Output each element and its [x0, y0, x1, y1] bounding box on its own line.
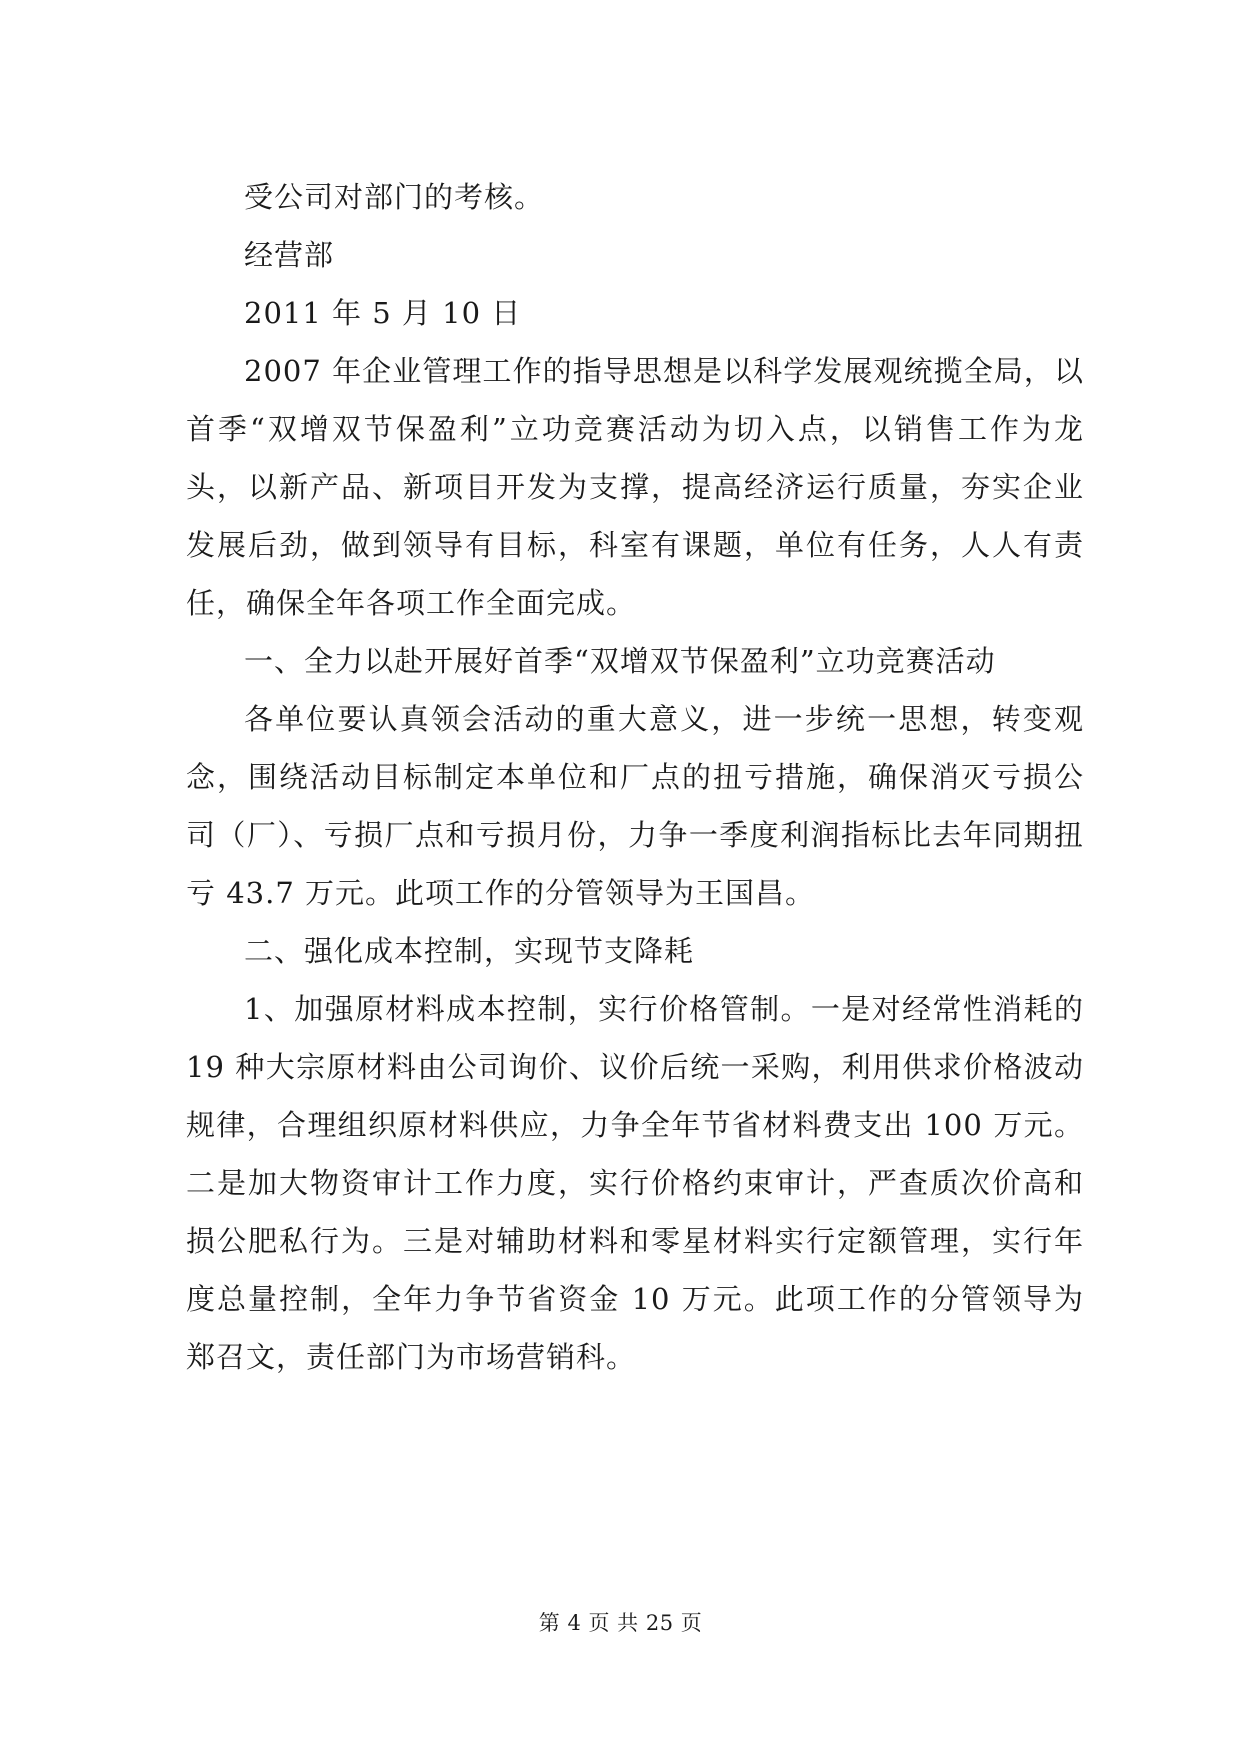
paragraph-closing-line: 受公司对部门的考核。 — [244, 180, 545, 214]
heading-section-two: 二、强化成本控制，实现节支降耗 — [244, 934, 695, 968]
page-number: 第 4 页 共 25 页 — [538, 1611, 703, 1635]
document-body — [186, 168, 1084, 1386]
paragraph-section-one-body: 各单位要认真领会活动的重大意义，进一步统一思想，转变观念，围绕活动目标制定本单位和厂点的扭亏措施，确保消灭亏损公司（厂）、亏损厂点和亏损月份，力争一季度利润指标比去年同期扭亏 43.7 万元。此项工作的分管领导为王国昌。 — [186, 702, 1084, 910]
paragraph-department-signature: 经营部 — [244, 238, 335, 272]
heading-section-one: 一、全力以赴开展好首季“双增双节保盈利”立功竞赛活动 — [244, 644, 996, 678]
paragraph-section-two-item-one: 1、加强原材料成本控制，实行价格管制。一是对经常性消耗的 19 种大宗原材料由公司询价、议价后统一采购，利用供求价格波动规律，合理组织原材料供应，力争全年节省材料费支出 100 万元。二是加大物资审计工作力度，实行价格约束审计，严查质次价高和损公肥私行为。三是对辅助材料和零星材料实行定额管理，实行年度总量控制，全年力争节省资金 10 万元。此项工作的分管领导为郑召文，责任部门为市场营销科。 — [186, 992, 1084, 1374]
paragraph-guiding-thought: 2007 年企业管理工作的指导思想是以科学发展观统揽全局，以首季“双增双节保盈利”立功竞赛活动为切入点，以销售工作为龙头，以新产品、新项目开发为支撑，提高经济运行质量，夯实企业发展后劲，做到领导有目标，科室有课题，单位有任务，人人有责任，确保全年各项工作全面完成。 — [186, 354, 1084, 620]
paragraph-date: 2011 年 5 月 10 日 — [244, 296, 522, 330]
page-footer — [0, 1609, 1241, 1637]
